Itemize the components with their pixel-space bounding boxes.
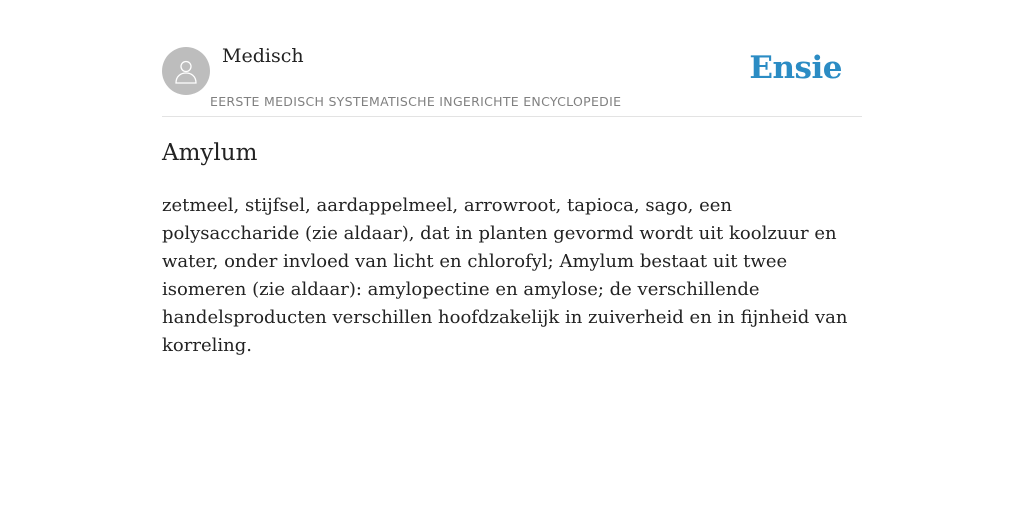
article-title: Amylum: [162, 140, 258, 166]
brand-logo[interactable]: Ensie: [749, 50, 842, 86]
avatar[interactable]: [162, 47, 210, 95]
user-icon: [172, 57, 200, 85]
article-body: zetmeel, stijfsel, aardappelmeel, arrowroot, tapioca, sago, een polysaccharide (zie aldaar), dat in planten gevormd wordt uit koolzuur en water, onder invloed van licht en chlorofyl; Amylum bestaat uit twee isomeren (zie aldaar): amylopectine en amylose; de verschillende handelsproducten verschillen hoofdzakelijk in zuiverheid en in fijnheid van korreling.: [162, 195, 848, 356]
content-container: [162, 0, 862, 356]
header: [162, 0, 862, 117]
encyclopedia-subtitle: EERSTE MEDISCH SYSTEMATISCHE INGERICHTE ENCYCLOPEDIE: [210, 94, 622, 109]
author-name[interactable]: Medisch: [222, 45, 304, 67]
